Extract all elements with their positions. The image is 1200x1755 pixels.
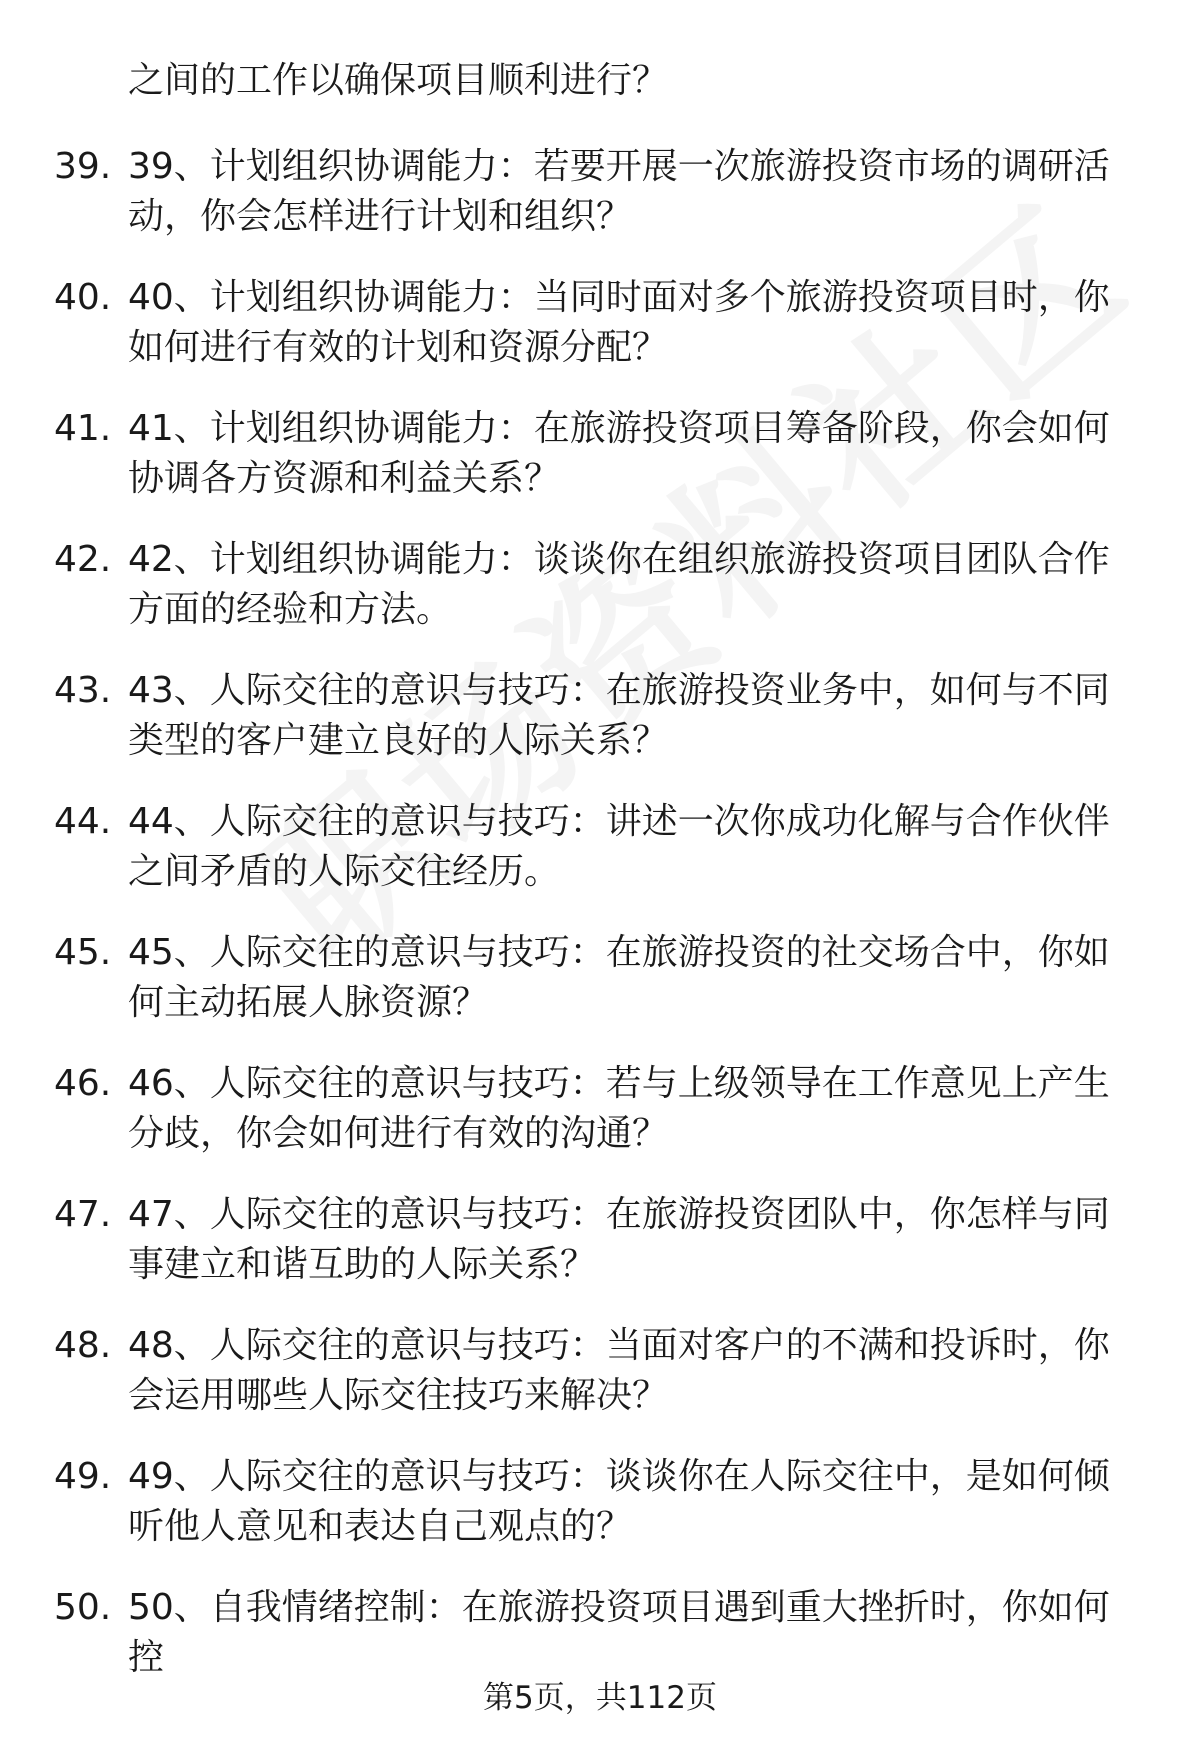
continuation-text: 之间的工作以确保项目顺利进行？: [128, 60, 669, 101]
page-footer: 第5页，共112页: [483, 1680, 717, 1716]
list-item: [0, 1190, 1200, 1321]
list-item: [0, 535, 1200, 666]
question-number: 45.: [54, 932, 112, 973]
question-text: 43、人际交往的意识与技巧：在旅游投资业务中，如何与不同类型的客户建立良好的人际关系？: [128, 670, 1110, 761]
question-text: 47、人际交往的意识与技巧：在旅游投资团队中，你怎样与同事建立和谐互助的人际关系？: [128, 1194, 1110, 1285]
list-item: [0, 797, 1200, 928]
question-number: 44.: [54, 801, 112, 842]
question-number: 46.: [54, 1063, 112, 1104]
question-number: 49.: [54, 1456, 112, 1497]
list-item: [0, 404, 1200, 535]
question-text: 50、自我情绪控制：在旅游投资项目遇到重大挫折时，你如何控: [128, 1587, 1110, 1678]
question-text: 48、人际交往的意识与技巧：当面对客户的不满和投诉时，你会运用哪些人际交往技巧来解决？: [128, 1325, 1110, 1416]
question-number: 48.: [54, 1325, 112, 1366]
question-text: 45、人际交往的意识与技巧：在旅游投资的社交场合中，你如何主动拓展人脉资源？: [128, 932, 1110, 1023]
list-item: [0, 1059, 1200, 1190]
question-number: 39.: [54, 146, 112, 187]
question-text: 40、计划组织协调能力：当同时面对多个旅游投资项目时，你如何进行有效的计划和资源分配？: [128, 277, 1110, 368]
question-text: 42、计划组织协调能力：谈谈你在组织旅游投资项目团队合作方面的经验和方法。: [128, 539, 1110, 630]
question-number: 42.: [54, 539, 112, 580]
question-text: 41、计划组织协调能力：在旅游投资项目筹备阶段，你会如何协调各方资源和利益关系？: [128, 408, 1110, 499]
list-item: [0, 1321, 1200, 1452]
question-text: 46、人际交往的意识与技巧：若与上级领导在工作意见上产生分歧，你会如何进行有效的沟通？: [128, 1063, 1110, 1154]
question-text: 49、人际交往的意识与技巧：谈谈你在人际交往中，是如何倾听他人意见和表达自己观点的？: [128, 1456, 1110, 1547]
question-number: 47.: [54, 1194, 112, 1235]
question-list: [0, 142, 1200, 1714]
question-number: 50.: [54, 1587, 112, 1628]
list-item: [0, 928, 1200, 1059]
question-number: 43.: [54, 670, 112, 711]
list-item: [0, 273, 1200, 404]
question-number: 40.: [54, 277, 112, 318]
question-text: 44、人际交往的意识与技巧：讲述一次你成功化解与合作伙伴之间矛盾的人际交往经历。: [128, 801, 1110, 892]
question-number: 41.: [54, 408, 112, 449]
question-text: 39、计划组织协调能力：若要开展一次旅游投资市场的调研活动，你会怎样进行计划和组织？: [128, 146, 1110, 237]
list-item: [0, 666, 1200, 797]
list-item: [0, 1452, 1200, 1583]
list-item: [0, 142, 1200, 273]
